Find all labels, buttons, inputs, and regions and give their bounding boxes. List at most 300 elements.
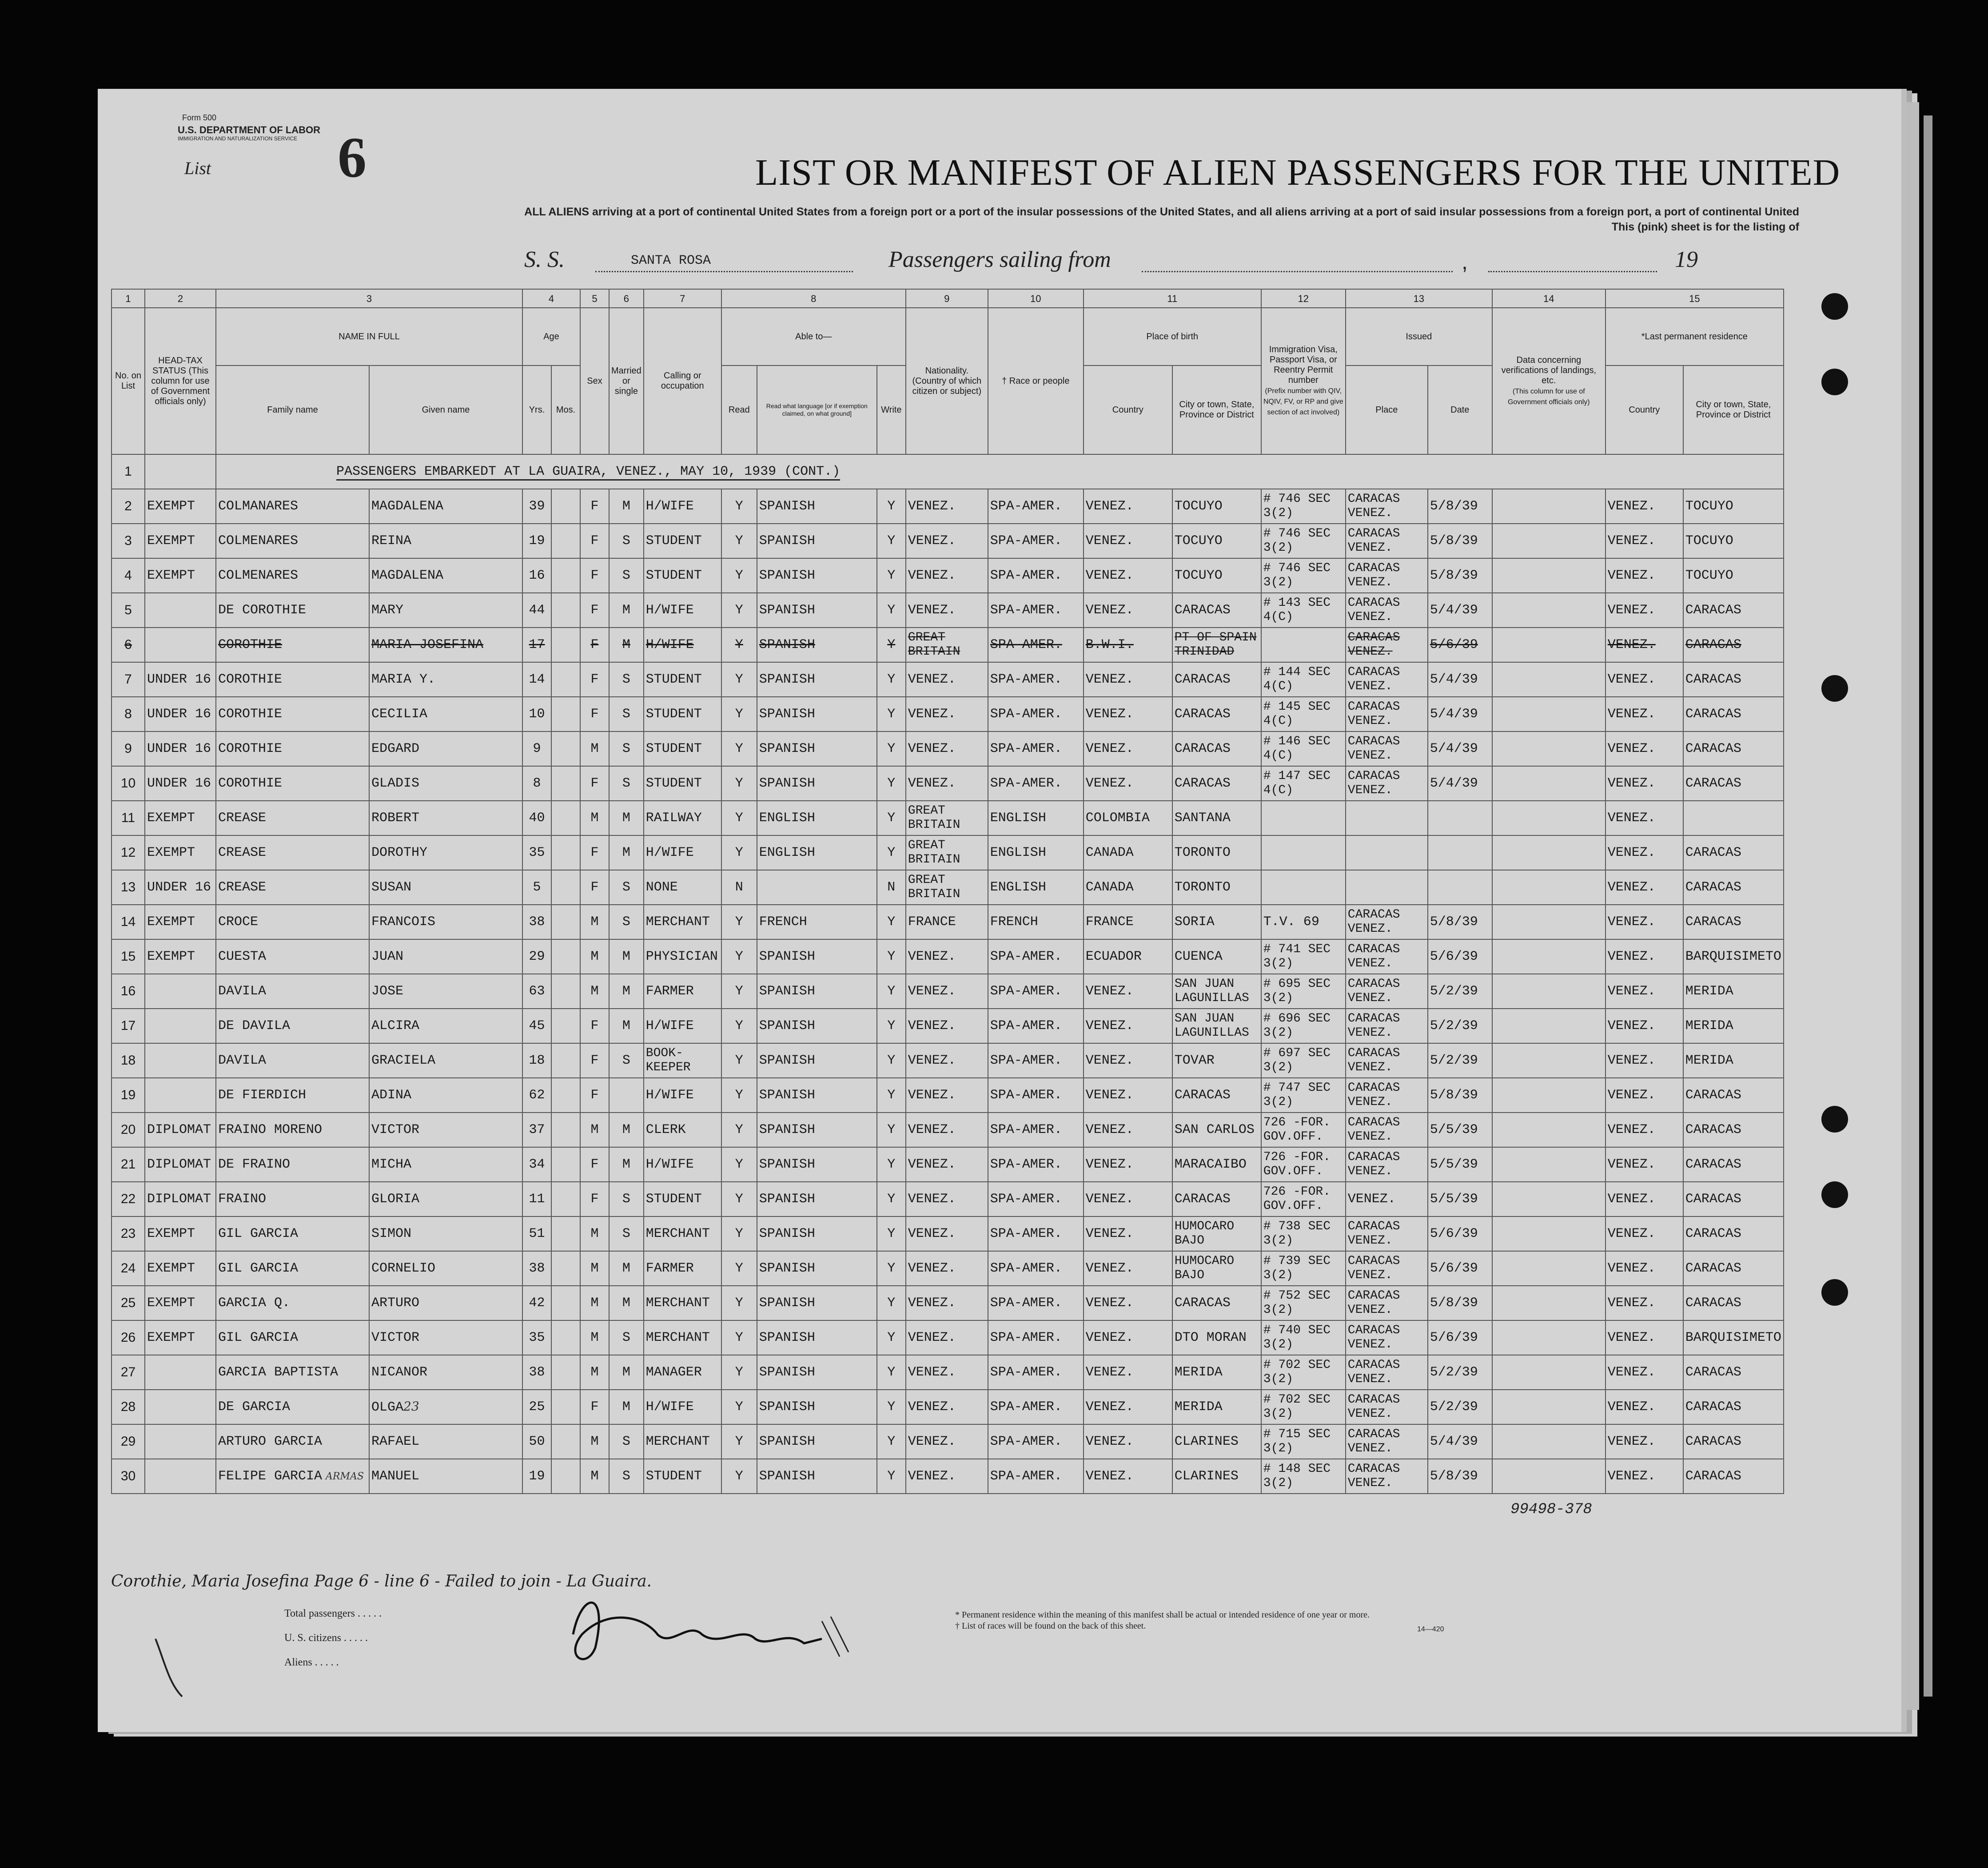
can-write: Y xyxy=(877,1390,906,1424)
can-read: Y xyxy=(721,1182,757,1216)
birth-city: CARACAS xyxy=(1172,1286,1261,1320)
residence-city: CARACAS xyxy=(1683,593,1784,628)
birth-city: MERIDA xyxy=(1172,1390,1261,1424)
birth-country: CANADA xyxy=(1084,870,1172,905)
marital-status: S xyxy=(609,1182,644,1216)
head-tax-status: UNDER 16 xyxy=(145,697,216,731)
can-read: Y xyxy=(721,1286,757,1320)
verification xyxy=(1492,1320,1606,1355)
race: SPA-AMER. xyxy=(988,731,1084,766)
head-tax-status xyxy=(145,1424,216,1459)
race: SPA-AMER. xyxy=(988,1320,1084,1355)
row-number: 14 xyxy=(112,905,145,939)
marital-status: S xyxy=(609,697,644,731)
marital-status: M xyxy=(609,835,644,870)
nationality: VENEZ. xyxy=(906,939,988,974)
read-language: ENGLISH xyxy=(757,835,877,870)
birth-city: SANTANA xyxy=(1172,801,1261,835)
nationality: VENEZ. xyxy=(906,593,988,628)
birth-country: VENEZ. xyxy=(1084,1424,1172,1459)
birth-country: VENEZ. xyxy=(1084,1216,1172,1251)
marital-status: M xyxy=(609,1251,644,1286)
head-tax-status: EXEMPT xyxy=(145,524,216,558)
age-months xyxy=(551,801,580,835)
given-name: GLADIS xyxy=(369,766,522,801)
sex: M xyxy=(580,905,609,939)
issued-date: 5/4/39 xyxy=(1428,1424,1492,1459)
visa-number: # 147 SEC 4(C) xyxy=(1261,766,1346,801)
can-write: Y xyxy=(877,558,906,593)
header-age: Age xyxy=(522,308,580,366)
birth-city: TORONTO xyxy=(1172,835,1261,870)
given-name: VICTOR xyxy=(369,1113,522,1147)
can-write: Y xyxy=(877,662,906,697)
continuation-heading xyxy=(216,454,1784,489)
table-row xyxy=(112,593,1784,628)
table-row xyxy=(112,835,1784,870)
visa-number: 726 -FOR. GOV.OFF. xyxy=(1261,1113,1346,1147)
occupation: BOOK-KEEPER xyxy=(644,1043,721,1078)
table-row xyxy=(112,1113,1784,1147)
issued-date: 5/2/39 xyxy=(1428,1009,1492,1043)
header-residence-country: Country xyxy=(1606,366,1683,454)
sex: F xyxy=(580,1182,609,1216)
residence-country: VENEZ. xyxy=(1606,1424,1683,1459)
col-number: 7 xyxy=(644,289,721,308)
issued-place: CARACAS VENEZ. xyxy=(1346,558,1428,593)
nationality: VENEZ. xyxy=(906,974,988,1009)
can-read: Y xyxy=(721,766,757,801)
verification xyxy=(1492,558,1606,593)
occupation: H/WIFE xyxy=(644,1147,721,1182)
nationality: VENEZ. xyxy=(906,1216,988,1251)
header-birth-country: Country xyxy=(1084,366,1172,454)
nationality: VENEZ. xyxy=(906,489,988,524)
occupation: STUDENT xyxy=(644,766,721,801)
row-number: 3 xyxy=(112,524,145,558)
marital-status: M xyxy=(609,628,644,662)
residence-city: CARACAS xyxy=(1683,1286,1784,1320)
nationality: VENEZ. xyxy=(906,731,988,766)
head-tax-status: EXEMPT xyxy=(145,1251,216,1286)
residence-city: CARACAS xyxy=(1683,1216,1784,1251)
issued-place: CARACAS VENEZ. xyxy=(1346,1355,1428,1390)
age-months xyxy=(551,1078,580,1113)
race: SPA-AMER. xyxy=(988,1355,1084,1390)
ship-name-line xyxy=(595,271,853,272)
visa-number: # 697 SEC 3(2) xyxy=(1261,1043,1346,1078)
race: SPA-AMER. xyxy=(988,1078,1084,1113)
verification xyxy=(1492,766,1606,801)
handwritten-side-mark xyxy=(147,1634,200,1701)
occupation: MERCHANT xyxy=(644,1286,721,1320)
age-years: 14 xyxy=(522,662,551,697)
age-months xyxy=(551,524,580,558)
table-row xyxy=(112,1043,1784,1078)
race: SPA-AMER. xyxy=(988,697,1084,731)
age-months xyxy=(551,558,580,593)
issued-place: CARACAS VENEZ. xyxy=(1346,1424,1428,1459)
nationality: VENEZ. xyxy=(906,1113,988,1147)
race: SPA-AMER. xyxy=(988,974,1084,1009)
can-read: Y xyxy=(721,939,757,974)
issued-place: CARACAS VENEZ. xyxy=(1346,1459,1428,1494)
given-name: SUSAN xyxy=(369,870,522,905)
nationality: VENEZ. xyxy=(906,766,988,801)
form-code: 14—420 xyxy=(1417,1626,1444,1633)
given-name: MAGDALENA xyxy=(369,558,522,593)
year-label: 19 xyxy=(1675,247,1698,272)
birth-city: TOCUYO xyxy=(1172,489,1261,524)
table-row xyxy=(112,1216,1784,1251)
punch-hole xyxy=(1821,293,1848,320)
head-tax-status: UNDER 16 xyxy=(145,662,216,697)
birth-country: VENEZ. xyxy=(1084,1113,1172,1147)
given-name: REINA xyxy=(369,524,522,558)
visa-number xyxy=(1261,835,1346,870)
officer-signature xyxy=(555,1581,893,1670)
family-name: DE GARCIA xyxy=(216,1390,369,1424)
read-language: SPANISH xyxy=(757,1078,877,1113)
issued-date: 5/6/39 xyxy=(1428,939,1492,974)
race: SPA-AMER. xyxy=(988,1147,1084,1182)
header-issued: Issued xyxy=(1346,308,1492,366)
can-write: Y xyxy=(877,766,906,801)
verification xyxy=(1492,662,1606,697)
race: SPA-AMER. xyxy=(988,1424,1084,1459)
birth-country: VENEZ. xyxy=(1084,1009,1172,1043)
residence-country: VENEZ. xyxy=(1606,489,1683,524)
residence-city: CARACAS xyxy=(1683,1424,1784,1459)
family-name: COROTHIE xyxy=(216,628,369,662)
birth-country: VENEZ. xyxy=(1084,593,1172,628)
residence-city: CARACAS xyxy=(1683,766,1784,801)
table-row xyxy=(112,558,1784,593)
given-name: GLORIA xyxy=(369,1182,522,1216)
race: SPA-AMER. xyxy=(988,1390,1084,1424)
age-years: 35 xyxy=(522,835,551,870)
residence-country: VENEZ. xyxy=(1606,593,1683,628)
issued-place: CARACAS VENEZ. xyxy=(1346,628,1428,662)
can-read: Y xyxy=(721,489,757,524)
row-number: 10 xyxy=(112,766,145,801)
marital-status: S xyxy=(609,766,644,801)
row-number: 23 xyxy=(112,1216,145,1251)
header-head-tax: HEAD-TAX STATUS (This column for use of Government officials only) xyxy=(145,308,216,454)
issued-place: CARACAS VENEZ. xyxy=(1346,1043,1428,1078)
row-number: 30 xyxy=(112,1459,145,1494)
visa-number: # 746 SEC 3(2) xyxy=(1261,489,1346,524)
birth-city: TOVAR xyxy=(1172,1043,1261,1078)
race: ENGLISH xyxy=(988,870,1084,905)
table-row xyxy=(112,801,1784,835)
residence-city: TOCUYO xyxy=(1683,558,1784,593)
col-number: 11 xyxy=(1084,289,1261,308)
verification xyxy=(1492,974,1606,1009)
marital-status: S xyxy=(609,558,644,593)
sex: F xyxy=(580,628,609,662)
header-family-name: Family name xyxy=(216,366,369,454)
issued-date: 5/5/39 xyxy=(1428,1113,1492,1147)
birth-country: VENEZ. xyxy=(1084,558,1172,593)
marital-status: S xyxy=(609,1043,644,1078)
marital-status: M xyxy=(609,1113,644,1147)
can-read: Y xyxy=(721,1459,757,1494)
residence-country: VENEZ. xyxy=(1606,1320,1683,1355)
col-number: 14 xyxy=(1492,289,1606,308)
issued-place: CARACAS VENEZ. xyxy=(1346,1078,1428,1113)
issued-place: CARACAS VENEZ. xyxy=(1346,766,1428,801)
occupation: STUDENT xyxy=(644,1459,721,1494)
marital-status: M xyxy=(609,593,644,628)
birth-country: VENEZ. xyxy=(1084,489,1172,524)
race: SPA-AMER. xyxy=(988,1286,1084,1320)
can-write: Y xyxy=(877,1355,906,1390)
residence-country: VENEZ. xyxy=(1606,766,1683,801)
visa-note: (Prefix number with QIV, NQIV, FV, or RP and give section of act involved) xyxy=(1263,387,1343,416)
row-number: 21 xyxy=(112,1147,145,1182)
head-tax-status xyxy=(145,628,216,662)
issued-date: 5/6/39 xyxy=(1428,1216,1492,1251)
header-no-on-list: No. on List xyxy=(112,308,145,454)
sex: M xyxy=(580,1320,609,1355)
marital-status: M xyxy=(609,1286,644,1320)
can-write: Y xyxy=(877,1182,906,1216)
occupation: PHYSICIAN xyxy=(644,939,721,974)
can-read: Y xyxy=(721,974,757,1009)
marital-status: M xyxy=(609,974,644,1009)
given-name: ALCIRA xyxy=(369,1009,522,1043)
sex: F xyxy=(580,558,609,593)
birth-country: VENEZ. xyxy=(1084,1320,1172,1355)
can-read: Y xyxy=(721,558,757,593)
issued-date: 5/5/39 xyxy=(1428,1147,1492,1182)
residence-country: VENEZ. xyxy=(1606,1251,1683,1286)
table-row xyxy=(112,524,1784,558)
can-read: Y xyxy=(721,662,757,697)
head-tax-status: EXEMPT xyxy=(145,835,216,870)
issued-date: 5/6/39 xyxy=(1428,1251,1492,1286)
verification xyxy=(1492,628,1606,662)
nationality: VENEZ. xyxy=(906,1078,988,1113)
occupation: H/WIFE xyxy=(644,835,721,870)
residence-country: VENEZ. xyxy=(1606,1286,1683,1320)
age-months xyxy=(551,489,580,524)
birth-country: VENEZ. xyxy=(1084,1390,1172,1424)
birth-city: CARACAS xyxy=(1172,1182,1261,1216)
residence-city: CARACAS xyxy=(1683,1459,1784,1494)
read-language: SPANISH xyxy=(757,1355,877,1390)
given-name: MARY xyxy=(369,593,522,628)
table-row xyxy=(112,1355,1784,1390)
given-name: MAGDALENA xyxy=(369,489,522,524)
us-citizens-label: U. S. citizens . . . . . xyxy=(284,1632,368,1644)
residence-country: VENEZ. xyxy=(1606,870,1683,905)
birth-city: CLARINES xyxy=(1172,1459,1261,1494)
marital-status: S xyxy=(609,524,644,558)
family-name: GIL GARCIA xyxy=(216,1320,369,1355)
race: SPA-AMER. xyxy=(988,558,1084,593)
nationality: VENEZ. xyxy=(906,1320,988,1355)
age-months xyxy=(551,1286,580,1320)
issued-date: 5/4/39 xyxy=(1428,593,1492,628)
table-row xyxy=(112,489,1784,524)
col-number: 10 xyxy=(988,289,1084,308)
visa-number: # 752 SEC 3(2) xyxy=(1261,1286,1346,1320)
sex: F xyxy=(580,1009,609,1043)
sex: M xyxy=(580,1424,609,1459)
residence-city: CARACAS xyxy=(1683,870,1784,905)
family-name: COROTHIE xyxy=(216,697,369,731)
given-name: MARIA JOSEFINA xyxy=(369,628,522,662)
read-language: ENGLISH xyxy=(757,801,877,835)
family-name: CUESTA xyxy=(216,939,369,974)
empty-cell xyxy=(145,454,216,489)
age-years: 38 xyxy=(522,1251,551,1286)
footnote-races: † List of races will be found on the back of this sheet. xyxy=(955,1621,1146,1631)
visa-number: # 696 SEC 3(2) xyxy=(1261,1009,1346,1043)
issued-date: 5/8/39 xyxy=(1428,1459,1492,1494)
birth-city: PT OF SPAIN TRINIDAD xyxy=(1172,628,1261,662)
visa-number: T.V. 69 xyxy=(1261,905,1346,939)
read-language xyxy=(757,870,877,905)
head-tax-status: EXEMPT xyxy=(145,1216,216,1251)
race: ENGLISH xyxy=(988,835,1084,870)
issued-date: 5/2/39 xyxy=(1428,974,1492,1009)
residence-country: VENEZ. xyxy=(1606,905,1683,939)
marital-status: M xyxy=(609,801,644,835)
nationality: GREAT BRITAIN xyxy=(906,870,988,905)
table-row xyxy=(112,454,1784,489)
can-write: Y xyxy=(877,1320,906,1355)
given-name: JOSE xyxy=(369,974,522,1009)
residence-city: CARACAS xyxy=(1683,1355,1784,1390)
birth-city: CARACAS xyxy=(1172,1078,1261,1113)
visa-number xyxy=(1261,801,1346,835)
marital-status: M xyxy=(609,1009,644,1043)
handwritten-code: 99498-378 xyxy=(1510,1501,1592,1518)
issued-place: CARACAS VENEZ. xyxy=(1346,731,1428,766)
subtitle-line-1: ALL ALIENS arriving at a port of continental United States from a foreign port or a port of the insular possessions of the United States, and all aliens arriving at a port of said insular possessions from a foreign port, a port of continental United xyxy=(524,206,1799,218)
visa-number xyxy=(1261,870,1346,905)
issued-date: 5/8/39 xyxy=(1428,524,1492,558)
punch-hole xyxy=(1821,1181,1848,1208)
read-language: SPANISH xyxy=(757,1216,877,1251)
head-tax-status xyxy=(145,1043,216,1078)
can-read: Y xyxy=(721,593,757,628)
birth-city: HUMOCARO BAJO xyxy=(1172,1216,1261,1251)
birth-country: COLOMBIA xyxy=(1084,801,1172,835)
read-language: SPANISH xyxy=(757,593,877,628)
issued-date xyxy=(1428,835,1492,870)
sailing-from-line xyxy=(1142,271,1453,272)
age-months xyxy=(551,593,580,628)
age-years: 35 xyxy=(522,1320,551,1355)
residence-country: VENEZ. xyxy=(1606,731,1683,766)
issued-date: 5/2/39 xyxy=(1428,1390,1492,1424)
visa-number: # 702 SEC 3(2) xyxy=(1261,1355,1346,1390)
visa-number: # 143 SEC 4(C) xyxy=(1261,593,1346,628)
verification xyxy=(1492,1390,1606,1424)
occupation: CLERK xyxy=(644,1113,721,1147)
can-write: Y xyxy=(877,1459,906,1494)
issued-place: CARACAS VENEZ. xyxy=(1346,489,1428,524)
age-months xyxy=(551,870,580,905)
issued-place: CARACAS VENEZ. xyxy=(1346,697,1428,731)
column-number-row xyxy=(112,289,1784,308)
occupation: H/WIFE xyxy=(644,628,721,662)
issued-place: CARACAS VENEZ. xyxy=(1346,905,1428,939)
row-number: 15 xyxy=(112,939,145,974)
sex: F xyxy=(580,1078,609,1113)
can-write: Y xyxy=(877,939,906,974)
can-write: Y xyxy=(877,905,906,939)
race: FRENCH xyxy=(988,905,1084,939)
read-language: SPANISH xyxy=(757,1459,877,1494)
sex: F xyxy=(580,835,609,870)
issued-date: 5/2/39 xyxy=(1428,1355,1492,1390)
table-row xyxy=(112,731,1784,766)
header-last-residence: *Last permanent residence xyxy=(1606,308,1784,366)
birth-country: CANADA xyxy=(1084,835,1172,870)
col-number: 6 xyxy=(609,289,644,308)
issued-date: 5/8/39 xyxy=(1428,1078,1492,1113)
verification xyxy=(1492,801,1606,835)
marital-status: S xyxy=(609,662,644,697)
residence-country: VENEZ. xyxy=(1606,1390,1683,1424)
residence-city: CARACAS xyxy=(1683,628,1784,662)
family-name: COLMENARES xyxy=(216,524,369,558)
residence-city: CARACAS xyxy=(1683,1078,1784,1113)
row-number: 16 xyxy=(112,974,145,1009)
read-language: SPANISH xyxy=(757,1424,877,1459)
col-number: 1 xyxy=(112,289,145,308)
row-number: 26 xyxy=(112,1320,145,1355)
age-months xyxy=(551,1182,580,1216)
read-language: SPANISH xyxy=(757,1113,877,1147)
sex: M xyxy=(580,974,609,1009)
birth-city: MARACAIBO xyxy=(1172,1147,1261,1182)
residence-country: VENEZ. xyxy=(1606,1009,1683,1043)
birth-country: VENEZ. xyxy=(1084,1459,1172,1494)
age-years: 37 xyxy=(522,1113,551,1147)
nationality: VENEZ. xyxy=(906,662,988,697)
read-language: SPANISH xyxy=(757,939,877,974)
passenger-table xyxy=(111,289,1784,1494)
issued-date: 5/6/39 xyxy=(1428,1320,1492,1355)
verification xyxy=(1492,1286,1606,1320)
can-write: Y xyxy=(877,1009,906,1043)
can-read: Y xyxy=(721,1009,757,1043)
residence-city: TOCUYO xyxy=(1683,489,1784,524)
table-row xyxy=(112,1182,1784,1216)
race: SPA-AMER. xyxy=(988,662,1084,697)
race: SPA-AMER. xyxy=(988,524,1084,558)
age-months xyxy=(551,905,580,939)
header-given-name: Given name xyxy=(369,366,522,454)
table-row xyxy=(112,1424,1784,1459)
race: SPA-AMER. xyxy=(988,1182,1084,1216)
age-years: 62 xyxy=(522,1078,551,1113)
family-name: DAVILA xyxy=(216,1043,369,1078)
family-name: COLMANARES xyxy=(216,489,369,524)
nationality: VENEZ. xyxy=(906,1355,988,1390)
residence-country: VENEZ. xyxy=(1606,1113,1683,1147)
table-row xyxy=(112,939,1784,974)
row-number: 25 xyxy=(112,1286,145,1320)
family-name: CREASE xyxy=(216,835,369,870)
birth-country: VENEZ. xyxy=(1084,731,1172,766)
